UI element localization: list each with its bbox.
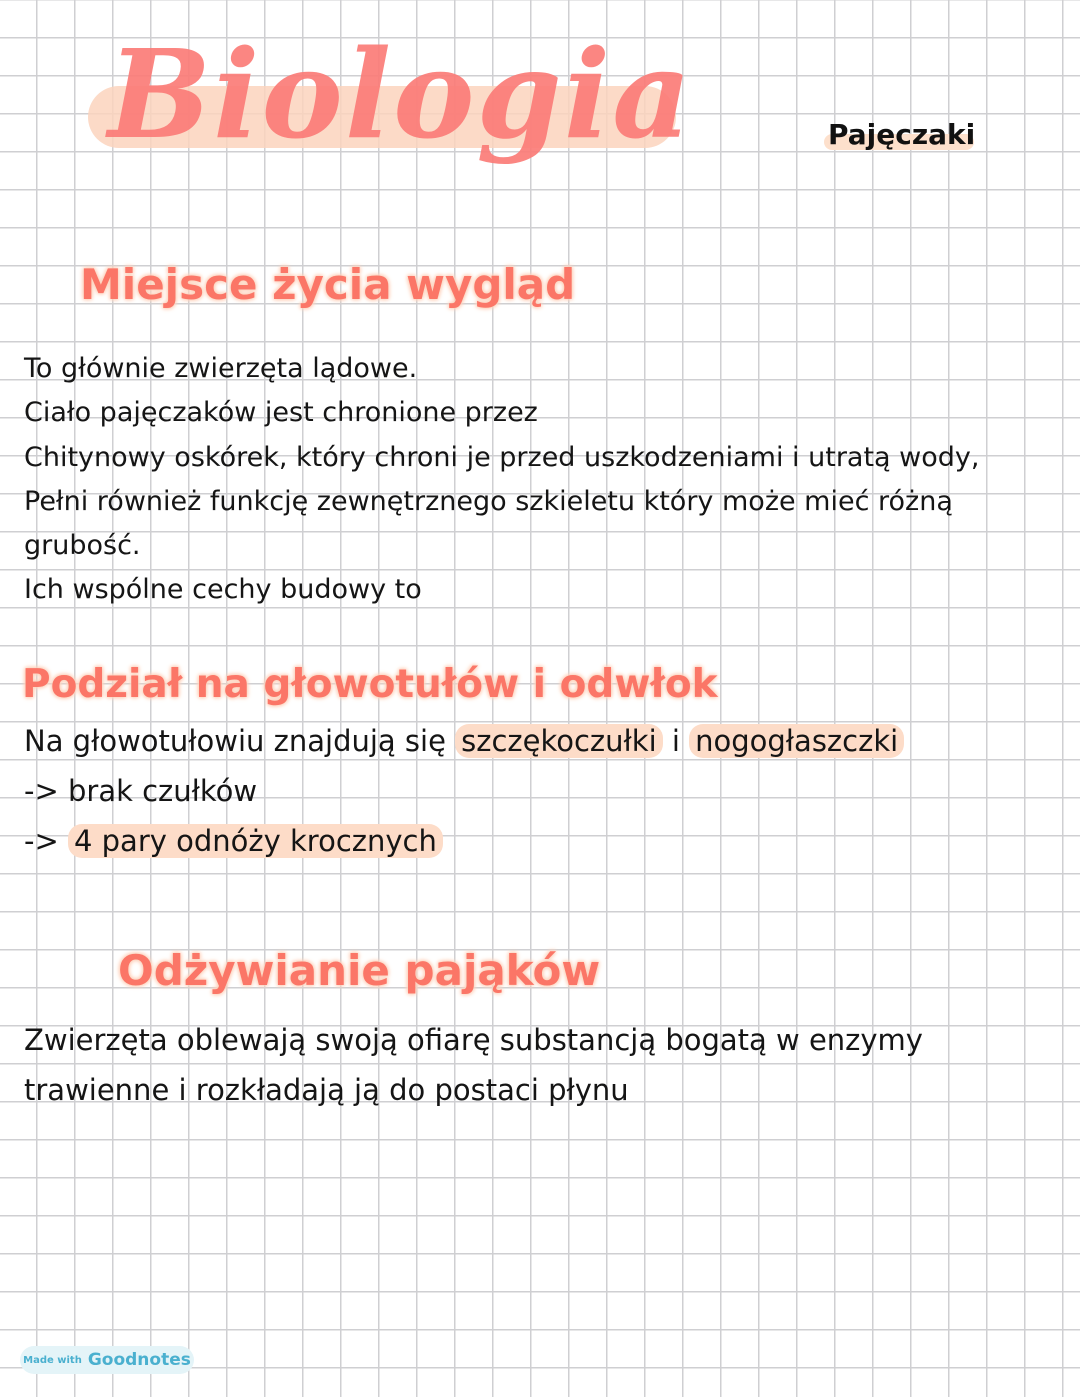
goodnotes-badge [20,1346,194,1374]
text-line [24,724,904,758]
text: Na głowotułowiu znajdują się [24,724,446,758]
made-with-label: Made with [23,1354,82,1366]
section-heading-body-parts: Podział na głowotułów i odwłok [22,662,718,707]
text: -> [24,824,59,858]
text-line: Zwierzęta oblewają swoją ofiarę substancją bogatą w enzymy [24,1023,923,1057]
text-line: Pełni również funkcję zewnętrznego szkieletu który może mieć różną [24,486,953,517]
highlighted-term: nogogłaszczki [689,724,904,758]
section-heading-feeding: Odżywianie pająków [118,946,601,995]
brand-logo-text: Goodnotes [87,1350,191,1370]
section-heading-habitat: Miejsce życia wygląd [80,260,576,309]
text-line: To głównie zwierzęta lądowe. [24,353,418,384]
text-line: Chitynowy oskórek, który chroni je przed uszkodzeniami i utratą wody, [24,442,980,473]
text-line: Ich wspólne cechy budowy to [24,574,422,605]
page-title: Biologia [108,22,694,166]
text-line [24,824,443,858]
text-line: -> brak czułków [24,774,258,808]
text: i [671,724,680,758]
text-line: trawienne i rozkładają ją do postaci płynu [24,1073,629,1107]
highlighted-term: szczękoczułki [455,724,662,758]
text-line: grubość. [24,530,141,561]
topic-label: Pajęczaki [828,118,976,151]
text-line: Ciało pajęczaków jest chronione przez [24,397,538,428]
highlighted-term: 4 pary odnóży krocznych [68,824,443,858]
